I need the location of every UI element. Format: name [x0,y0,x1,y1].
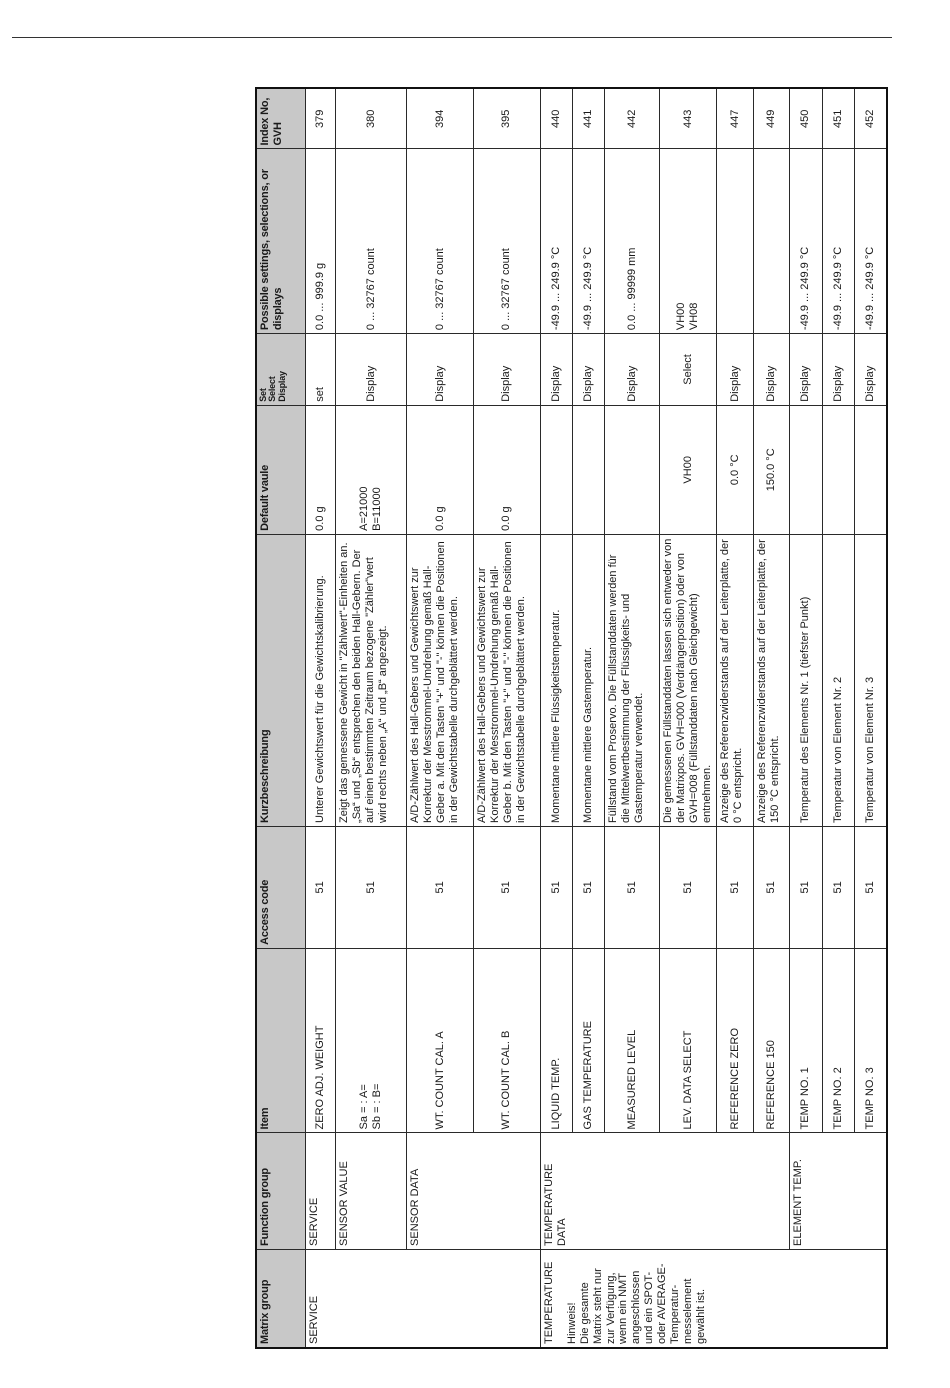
header-possible-settings: Possible settings, selections, or displays [256,149,306,334]
index-no-cell: 395 [473,88,540,149]
item-cell: LEV. DATA SELECT [659,948,717,1133]
default-value-cell: A=21000 B=11000 [336,405,407,534]
index-no-cell: 442 [605,88,660,149]
item-cell: TEMP NO. 3 [855,948,887,1133]
item-cell: TEMP NO. 1 [790,948,822,1133]
table-row [790,88,822,1348]
index-no-cell: 447 [717,88,753,149]
matrix-group-temperature [540,1249,887,1348]
access-code-cell: 51 [306,826,336,948]
set-select-display-cell: Display [605,334,660,406]
function-group-sensor-data: SENSOR DATA [407,1133,541,1250]
description-cell: Unterer Gewichtswert für die Gewichtskalibrierung. [306,534,336,826]
function-group-element-temp: ELEMENT TEMP. [790,1133,887,1250]
header-function-group: Function group [256,1133,306,1250]
header-item: Item [256,948,306,1133]
access-code-cell: 51 [822,826,854,948]
default-value-cell: 0.0 g [407,405,474,534]
set-select-display-cell: Display [790,334,822,406]
default-value-cell: 0.0 g [473,405,540,534]
access-code-cell: 51 [473,826,540,948]
description-cell: Füllstand vom Proservo. Die Füllstanddaten werden für die Mittelwertbestimmung der Flüssigkeits- und Gastemperatur verwendet. [605,534,660,826]
header-description: Kurzbeschreibung [256,534,306,826]
header-row [256,88,306,1348]
default-value-cell [573,405,605,534]
possible-settings-cell: 0 ... 32767 count [407,149,474,334]
possible-settings-cell [717,149,753,334]
set-select-display-cell: Display [407,334,474,406]
item-cell: ZERO ADJ. WEIGHT [306,948,336,1133]
index-no-cell: 450 [790,88,822,149]
default-value-cell: VH00 [659,405,717,534]
item-cell: REFERENCE ZERO [717,948,753,1133]
access-code-cell: 51 [659,826,717,948]
header-set-select-display: Set Select Display [256,334,306,406]
index-no-cell: 441 [573,88,605,149]
item-cell: WT. COUNT CAL. B [473,948,540,1133]
item-cell: WT. COUNT CAL. A [407,948,474,1133]
possible-settings-cell: -49.9 ... 249.9 °C [855,149,887,334]
index-no-cell: 379 [306,88,336,149]
default-value-cell [790,405,822,534]
index-no-cell: 452 [855,88,887,149]
default-value-cell: 0.0 g [306,405,336,534]
default-value-cell [540,405,572,534]
access-code-cell: 51 [336,826,407,948]
matrix-table [255,87,888,1349]
access-code-cell: 51 [540,826,572,948]
possible-settings-cell [753,149,789,334]
access-code-cell: 51 [753,826,789,948]
function-group-service: SERVICE [306,1133,336,1250]
function-group-temperature-data: TEMPERATURE DATA [540,1133,790,1250]
page-top-rule [12,37,892,38]
rotated-table-wrapper [255,87,888,1349]
temperature-hint-note: Hinweis! Die gesamte Matrix steht nur zur Verfügung, wenn ein NMT angeschlossen und ein SPOT- oder AVERAGE-Temperatur-messelement gewählt ist. [565,1263,708,1344]
table-row [540,88,572,1348]
table-row [306,88,336,1348]
set-select-display-cell: Display [540,334,572,406]
table-row [407,88,474,1348]
default-value-cell [855,405,887,534]
description-cell: Zeigt das gemessene Gewicht in "Zählwert"-Einheiten an. „Sa“ und „Sb“ entsprechen den beiden Hall-Gebern. Der auf einen bestimmten Zeitraum bezogene "Zähler"wert wird rechts neben „A“ und „B“ angezeigt. [336,534,407,826]
description-cell: Die gemessenen Füllstanddaten lassen sich entweder von der Matrixpos. GVH=000 (Verdrängerposition) oder von GVH=008 (Füllstanddaten nach Gleichgewicht) entnehmen. [659,534,717,826]
possible-settings-cell: VH00 VH08 [659,149,717,334]
set-select-display-cell: Display [855,334,887,406]
access-code-cell: 51 [717,826,753,948]
access-code-cell: 51 [790,826,822,948]
matrix-group-temperature-title: TEMPERATURE [542,1261,555,1344]
access-code-cell: 51 [605,826,660,948]
matrix-group-service: SERVICE [306,1249,541,1348]
possible-settings-cell: 0 ... 32767 count [473,149,540,334]
set-select-display-cell: set [306,334,336,406]
description-cell: Anzeige des Referenzwiderstands auf der Leiterplatte, der 0 °C entspricht. [717,534,753,826]
header-index-no: Index No, GVH [256,88,306,149]
set-select-display-cell: Select [659,334,717,406]
function-group-sensor-value: SENSOR VALUE [336,1133,407,1250]
access-code-cell: 51 [855,826,887,948]
item-cell: REFERENCE 150 [753,948,789,1133]
set-select-display-cell: Display [573,334,605,406]
description-cell: Temperatur des Elements Nr. 1 (tiefster Punkt) [790,534,822,826]
index-no-cell: 394 [407,88,474,149]
index-no-cell: 443 [659,88,717,149]
set-select-display-cell: Display [336,334,407,406]
item-cell: Sa = : A= Sb = : B= [336,948,407,1133]
description-cell: Momentane mittlere Gastemperatur. [573,534,605,826]
description-cell: A/D-Zählwert des Hall-Gebers und Gewichtswert zur Korrektur der Messtrommel-Umdrehung gemäß Hall-Geber b. Mit den Tasten "+" und "-" können die Positionen in der Gewichtstabelle durchgeblättert werden. [473,534,540,826]
header-access-code: Access code [256,826,306,948]
set-select-display-cell: Display [473,334,540,406]
index-no-cell: 449 [753,88,789,149]
default-value-cell [822,405,854,534]
set-select-display-cell: Display [717,334,753,406]
possible-settings-cell: 0.0 ... 999.9 g [306,149,336,334]
index-no-cell: 440 [540,88,572,149]
default-value-cell: 0.0 °C [717,405,753,534]
set-select-display-cell: Display [753,334,789,406]
item-cell: MEASURED LEVEL [605,948,660,1133]
default-value-cell: 150.0 °C [753,405,789,534]
description-cell: A/D-Zählwert des Hall-Gebers und Gewichtswert zur Korrektur der Messtrommel-Umdrehung gemäß Hall-Geber a. Mit den Tasten "+" und "-" können die Positionen in der Gewichtstabelle durchgeblättert werden. [407,534,474,826]
access-code-cell: 51 [573,826,605,948]
header-default-value: Default vaule [256,405,306,534]
table-row [336,88,407,1348]
possible-settings-cell: -49.9 ... 249.9 °C [540,149,572,334]
possible-settings-cell: 0.0 ... 99999 mm [605,149,660,334]
possible-settings-cell: 0 ... 32767 count [336,149,407,334]
access-code-cell: 51 [407,826,474,948]
item-cell: GAS TEMPERATURE [573,948,605,1133]
description-cell: Temperatur von Element Nr. 3 [855,534,887,826]
set-select-display-cell: Display [822,334,854,406]
possible-settings-cell: -49.9 ... 249.9 °C [573,149,605,334]
possible-settings-cell: -49.9 ... 249.9 °C [790,149,822,334]
index-no-cell: 380 [336,88,407,149]
description-cell: Anzeige des Referenzwiderstands auf der Leiterplatte, der 150 °C entspricht. [753,534,789,826]
description-cell: Temperatur von Element Nr. 2 [822,534,854,826]
index-no-cell: 451 [822,88,854,149]
possible-settings-cell: -49.9 ... 249.9 °C [822,149,854,334]
default-value-cell [605,405,660,534]
item-cell: LIQUID TEMP. [540,948,572,1133]
item-cell: TEMP NO. 2 [822,948,854,1133]
description-cell: Momentane mittlere Flüssigkeitstemperatur. [540,534,572,826]
header-matrix-group: Matrix group [256,1249,306,1348]
